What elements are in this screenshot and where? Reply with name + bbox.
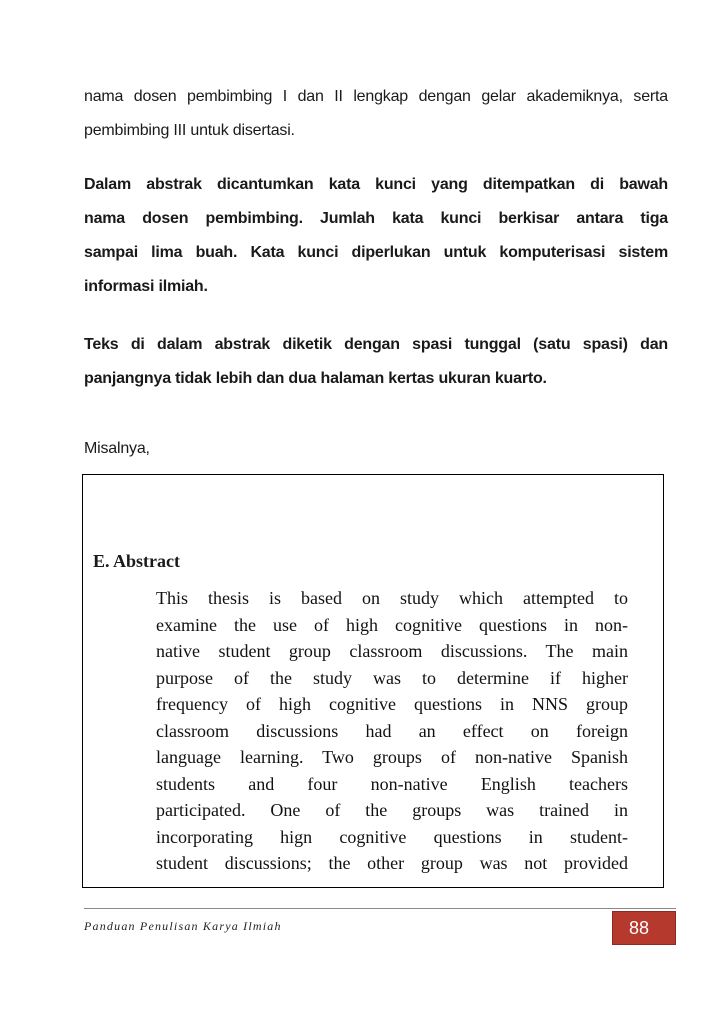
abstract-line: frequency of high cognitive questions in NNS group (156, 694, 628, 714)
abstract-line: examine the use of high cognitive questions in non- (156, 614, 628, 635)
abstract-body (156, 585, 628, 877)
text-line: panjangnya tidak lebih dan dua halaman kertas ukuran kuarto. (84, 370, 547, 387)
text-line: sampai lima buah. Kata kunci diperlukan untuk komputerisasi sistem (84, 244, 668, 261)
text-line: Dalam abstrak dicantumkan kata kunci yang ditempatkan di bawah (84, 176, 668, 193)
text-line: Misalnya, (84, 440, 150, 457)
abstract-line: language learning. Two groups of non-native Spanish (156, 747, 628, 767)
footer-title: Panduan Penulisan Karya Ilmiah (84, 919, 282, 933)
abstract-line: classroom discussions had an effect on foreign (156, 720, 628, 741)
abstract-line: student discussions; the other group was not provided (156, 853, 628, 873)
text-line: Teks di dalam abstrak diketik dengan spasi tunggal (satu spasi) dan (84, 336, 668, 353)
text-line: pembimbing III untuk disertasi. (84, 122, 295, 139)
abstract-line: students and four non-native English teachers (156, 773, 628, 794)
abstract-line: incorporating hign cognitive questions in student- (156, 826, 628, 847)
text-line: nama dosen pembimbing. Jumlah kata kunci berkisar antara tiga (84, 210, 668, 227)
paragraph-4 (84, 432, 668, 466)
paragraph-3 (84, 328, 668, 396)
abstract-heading: E. Abstract (93, 551, 180, 571)
abstract-line: native student group classroom discussions. The main (156, 641, 628, 661)
text-line: nama dosen pembimbing I dan II lengkap dengan gelar akademiknya, serta (84, 88, 668, 105)
abstract-line: purpose of the study was to determine if higher (156, 667, 628, 688)
paragraph-1 (84, 80, 668, 148)
footer-divider (84, 908, 676, 909)
paragraph-2 (84, 168, 668, 304)
page-number: 88 (624, 915, 654, 941)
abstract-line: participated. One of the groups was trained in (156, 800, 628, 820)
text-line: informasi ilmiah. (84, 278, 208, 295)
example-box (82, 474, 664, 888)
abstract-line: This thesis is based on study which attempted to (156, 588, 628, 608)
